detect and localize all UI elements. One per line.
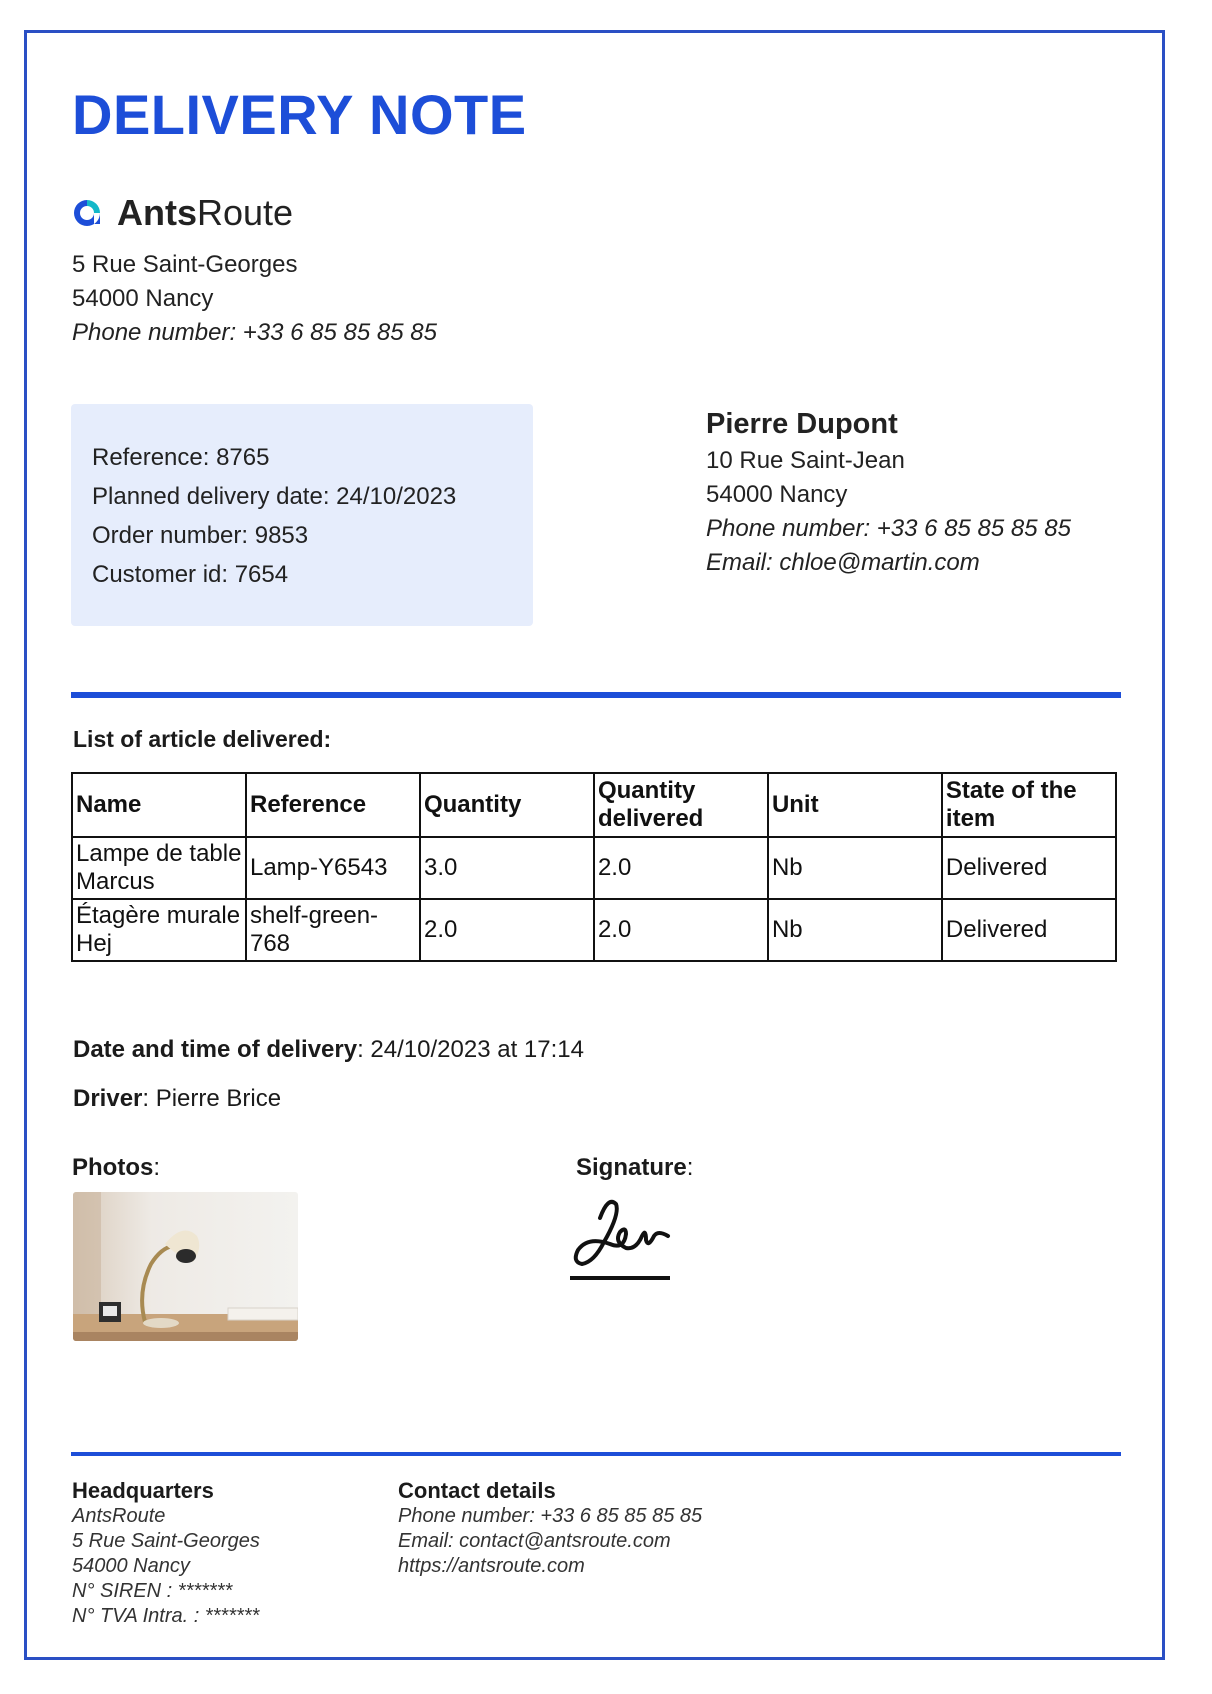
cell-quantity-delivered: 2.0 [594,837,768,899]
company-logo-text [117,192,293,234]
delivery-datetime-label: Date and time of delivery [73,1036,358,1063]
signature-image [570,1190,680,1286]
section-divider [71,692,1121,698]
driver [73,1085,281,1113]
cell-quantity-delivered: 2.0 [594,899,768,961]
planned-delivery-date: Planned delivery date: 24/10/2023 [92,483,457,510]
footer-headquarters-title: Headquarters [72,1478,214,1503]
customer-address-line1: 10 Rue Saint-Jean [706,447,905,474]
delivery-datetime [73,1036,584,1064]
customer-block [706,406,1071,580]
header-reference: Reference [246,773,420,837]
logo-name-light: Route [197,192,294,233]
hq-line: 54000 Nancy [72,1555,190,1577]
customer-phone: Phone number: +33 6 85 85 85 85 [706,515,1071,542]
hq-line: N° TVA Intra. : ******* [72,1605,260,1627]
header-state: State of the item [942,773,1116,837]
customer-address-line2: 54000 Nancy [706,481,848,508]
cell-quantity: 3.0 [420,837,594,899]
table-row [72,899,1116,961]
reference: Reference: 8765 [92,444,270,471]
company-phone: Phone number: +33 6 85 85 85 85 [72,319,437,346]
contact-email[interactable]: Email: contact@antsroute.com [398,1530,671,1552]
header-quantity: Quantity [420,773,594,837]
header-name: Name [72,773,246,837]
photos-colon: : [153,1154,160,1181]
delivery-datetime-value: : 24/10/2023 at 17:14 [357,1036,584,1063]
company-logo [71,192,293,234]
footer-contact-title: Contact details [398,1478,556,1503]
footer-contact [398,1504,702,1579]
antsroute-logo-icon [71,197,103,229]
cell-name: Lampe de table Marcus [72,837,246,899]
driver-value: : Pierre Brice [142,1085,282,1112]
cell-state: Delivered [942,899,1116,961]
order-info-box [71,404,533,626]
hq-line: 5 Rue Saint-Georges [72,1530,260,1552]
document-title: DELIVERY NOTE [72,83,527,146]
cell-quantity: 2.0 [420,899,594,961]
order-number: Order number: 9853 [92,522,309,549]
signature-label-wrap [576,1154,693,1182]
customer-email: Email: chloe@martin.com [706,549,980,576]
cell-name: Étagère murale Hej [72,899,246,961]
cell-state: Delivered [942,837,1116,899]
articles-title: List of article delivered: [73,726,332,752]
company-address [72,248,437,350]
cell-unit: Nb [768,837,942,899]
company-address-line2: 54000 Nancy [72,285,214,312]
customer-id: Customer id: 7654 [92,561,289,588]
signature-colon: : [686,1154,694,1181]
header-unit: Unit [768,773,942,837]
photos-label: Photos [72,1154,154,1181]
photos-label-wrap [72,1154,160,1182]
footer-headquarters [72,1504,260,1629]
header-quantity-delivered: Quantity delivered [594,773,768,837]
hq-line: AntsRoute [72,1505,166,1527]
company-address-line1: 5 Rue Saint-Georges [72,251,298,278]
logo-name-bold: Ants [117,192,197,233]
cell-unit: Nb [768,899,942,961]
lamp-photo[interactable] [73,1192,298,1341]
signature-label: Signature [576,1154,687,1181]
hq-line: N° SIREN : ******* [72,1580,233,1602]
customer-name: Pierre Dupont [706,408,898,440]
contact-website[interactable]: https://antsroute.com [398,1555,585,1577]
table-header-row [72,773,1116,837]
cell-reference: shelf-green-768 [246,899,420,961]
contact-phone: Phone number: +33 6 85 85 85 85 [398,1505,703,1527]
driver-label: Driver [73,1085,143,1112]
footer-divider [71,1452,1121,1456]
articles-table [71,772,1117,962]
table-row [72,837,1116,899]
cell-reference: Lamp-Y6543 [246,837,420,899]
